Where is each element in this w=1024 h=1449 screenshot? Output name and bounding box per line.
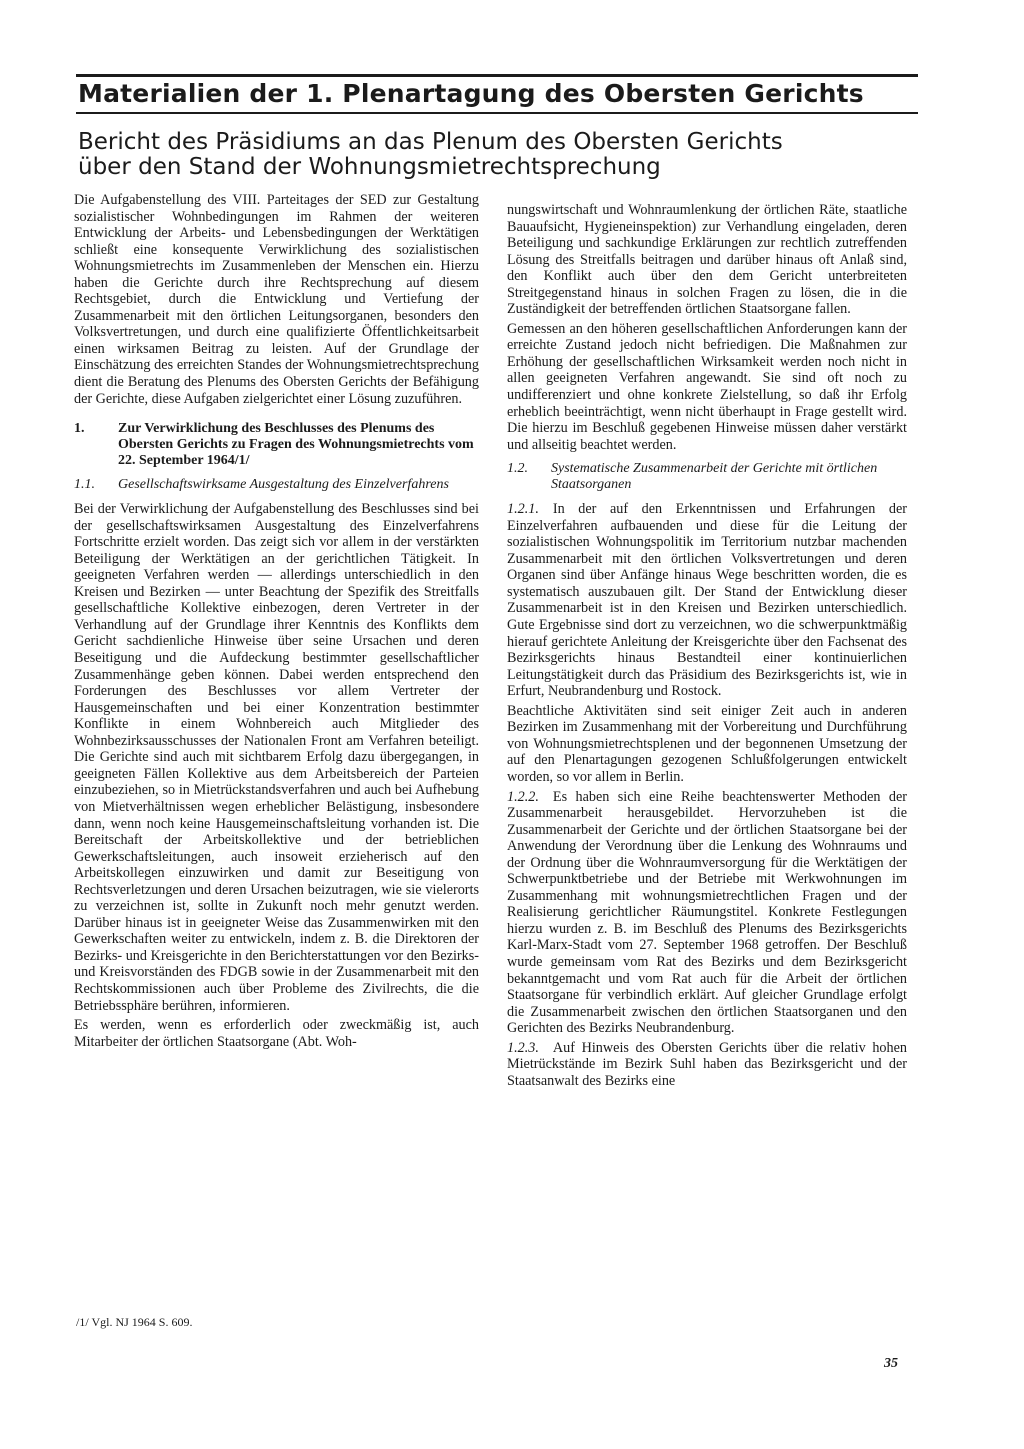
- paragraph-number: 1.2.1.: [507, 501, 539, 518]
- subheading-text: Systematische Zusammenarbeit der Gerichte mit örtlichen Staatsorganen: [551, 461, 878, 493]
- article-title: [78, 130, 878, 180]
- subheading-number: 1.2.: [507, 461, 528, 477]
- section-title: Materialien der 1. Plenartagung des Obersten Gerichts: [78, 79, 864, 108]
- subheading-text: Gesellschaftswirksame Ausgestaltung des Einzelverfahrens: [118, 477, 449, 493]
- body-paragraph: Bei der Verwirklichung der Aufgabenstellung des Beschlusses sind bei der gesellschaftswirksamen Ausgestaltung des Einzelverfahrens Fortschritte erzielt worden. Das zeigt sich vor allem in der verstärkten Beteiligung der Werktätigen an der gerichtlichen Tätigkeit. In geeigneten Verfahren werden — allerdings unterschiedlich in den Kreisen und Bezirken — unter Beachtung der Spezifik des Streitfalls gesellschaftliche Kollektive einbezogen, deren Vertreter in der Verhandlung auf der Grundlage ihrer Kenntnis des Konflikts dem Gericht sachdienliche Hinweise über seine Ursachen und deren Beseitigung und die Aufdeckung bestimmter gesellschaftlicher Zusammenhänge geben können. Dabei werden entsprechend den Forderungen des Beschlusses vor allem Vertreter der Hausgemeinschaften und bei einer Konzentration bestimmter Konflikte in einem Wohnbereich auch Mitglieder des Wohnbezirksausschusses der Nationalen Front am Verfahren beteiligt. Die Gerichte sind auch mit sichtbarem Erfolg dazu übergegangen, in geeigneten Fällen Kollektive aus dem Arbeitsbereich der Parteien einzubeziehen, so in Mietrückstandsverfahren und auch bei Aufhebung von Mietverhältnissen wegen erheblicher Belästigung, insbesondere dann, wenn noch keine Hausgemeinschaftsleitung vorhanden ist. Die Bereitschaft der Arbeitskollektive und der betrieblichen Gewerkschaftsleitungen, auch insoweit erzieherisch auf den Arbeitskollegen einzuwirken und damit zur Beseitigung von Rechtsverletzungen und deren Ursachen beizutragen, wie sie vielerorts zu verzeichnen ist, sollte in Zukunft noch mehr genutzt werden. Darüber hinaus ist in geeigneter Weise das Zusammenwirken mit den Gewerkschaften weiter zu entwickeln, indem z. B. die Direktoren der Bezirks- und Kreisgerichte in den Berichterstattungen vor den Bezirks- und Kreisvorständen des FDGB sowie in der Zusammenarbeit mit den Rechtskommissionen auch über Probleme des Zivilrechts, die die Betriebssphäre berühren, informieren.: [74, 501, 479, 1014]
- article-title-line-1: Bericht des Präsidiums an das Plenum des Obersten Gerichts: [78, 129, 783, 155]
- body-paragraph: Es werden, wenn es erforderlich oder zweckmäßig ist, auch Mitarbeiter der örtlichen Staatsorgane (Abt. Woh-: [74, 1017, 479, 1050]
- right-column: [507, 202, 907, 1092]
- body-paragraph: nungswirtschaft und Wohnraumlenkung der örtlichen Räte, staatliche Bauaufsicht, Hygieneinspektion) zur Verhandlung eingeladen, deren Beteiligung und sachkundige Erklärungen zur rechtlich zutreffenden Lösung des Streitfalls beitragen und darüber hinaus oft Anlaß sind, den Konflikt auch über den dem Gericht unterbreiteten Streitgegenstand hinaus in solchen Fragen zu lösen, die in die Zuständigkeit der betreffenden örtlichen Staatsorgane fallen.: [507, 202, 907, 318]
- paragraph-text: In der auf den Erkenntnissen und Erfahrungen der Einzelverfahren aufbauenden und diese für die Leitung der sozialistischen Wohnungspolitik im Territorium nutzbar machenden Zusammenarbeit mit den örtlichen Volksvertretungen und deren Organen sind über Anfänge hinaus Wege beschritten worden, die es systematisch auszubauen gilt. Der Stand der Entwicklung dieser Zusammenarbeit ist in den Kreisen und Bezirken unterschiedlich. Gute Ergebnisse sind dort zu verzeichnen, wo die schwerpunktmäßig hierauf gerichtete Anleitung der Kreisgerichte über den Fachsenat des Bezirksgerichts hinaus Bestandteil einer kontinuierlichen Leitungstätigkeit durch das Präsidium des Bezirksgerichts ist, wie in Erfurt, Neubrandenburg und Rostock.: [507, 501, 907, 700]
- subheading-number: 1.1.: [74, 477, 95, 493]
- numbered-paragraph-1-2-2: [507, 789, 907, 1037]
- paragraph-number: 1.2.3.: [507, 1039, 539, 1056]
- paragraph-text: Es haben sich eine Reihe beachtenswerter Methoden der Zusammenarbeit herausgebildet. Hervorzuheben ist die Zusammenarbeit der Gerichte und der örtlichen Staatsorgane bei der Anwendung der Verordnung über die Lenkung des Wohnraums und der Ordnung über die Wohnraumversorgung für die Werktätigen der Schwerpunktbetriebe und der Betriebe mit Werkwohnungen im Zusammenhang mit wohnungsmietrechtlichen Fragen und der Realisierung gerichtlicher Räumungstitel. Konkrete Festlegungen hierzu wurden z. B. im Beschluß des Plenums des Bezirksgerichts Karl-Marx-Stadt vom 27. September 1968 getroffen. Der Beschluß wurde gemeinsam vom Rat des Bezirks und dem Bezirksgericht bekanntgemacht und vom Rat auch für die Arbeit der örtlichen Staatsorgane für verbindlich erklärt. Auf gleicher Grundlage erfolgt die Zusammenarbeit zwischen den örtlichen Staatsorganen und den Gerichten des Bezirks Neubrandenburg.: [507, 788, 907, 1037]
- paragraph-number: 1.2.2.: [507, 788, 539, 805]
- article-title-line-2: über den Stand der Wohnungsmietrechtsprechung: [78, 154, 661, 180]
- left-column: [74, 192, 479, 1053]
- numbered-paragraph-1-2-1: [507, 501, 907, 700]
- footnote: /1/ Vgl. NJ 1964 S. 609.: [76, 1315, 193, 1329]
- numbered-paragraph-1-2-3: [507, 1040, 907, 1090]
- heading-section-1-1: [74, 477, 479, 493]
- header-rule-bottom: [76, 112, 918, 114]
- paragraph-text: Auf Hinweis des Obersten Gerichts über die relativ hohen Mietrückstände im Bezirk Suhl haben das Bezirksgericht und der Staatsanwalt des Bezirks eine: [507, 1039, 907, 1089]
- intro-paragraph: Die Aufgabenstellung des VIII. Parteitages der SED zur Gestaltung sozialistischer Wohnbedingungen im Rahmen der weiteren Entwicklung der Arbeits- und Lebensbedingungen der Werktätigen schließt eine konsequente Verwirklichung des sozialistischen Wohnungsmietrechts im Zusammenleben der Menschen ein. Hierzu haben die Gerichte durch ihre Rechtsprechung auf diesem Rechtsgebiet, durch die Entwicklung und Vertiefung der Zusammenarbeit mit den örtlichen Leitungsorganen, besonders den Volksvertretungen, und durch eine qualifizierte Öffentlichkeitsarbeit einen wirksamen Beitrag zu leisten. Auf der Grundlage der Einschätzung des erreichten Standes der Wohnungsmietrechtsprechung dient die Beratung des Plenums des Obersten Gerichts der Befähigung der Gerichte, diese Aufgaben zielgerichtet einer Lösung zuzuführen.: [74, 192, 479, 407]
- heading-section-1-2: [507, 461, 907, 493]
- page-number: 35: [884, 1356, 898, 1371]
- heading-text: Zur Verwirklichung des Beschlusses des Plenums des Obersten Gerichts zu Fragen des Wohnungsmietrechts vom 22. September 1964/1/: [118, 421, 474, 469]
- heading-number: 1.: [74, 421, 85, 437]
- body-paragraph: Beachtliche Aktivitäten sind seit einiger Zeit auch in anderen Bezirken im Zusammenhang mit der Vorbereitung und Durchführung von Wohnungsmietrechtsplenen und der begonnenen Umsetzung der auf den Plenartagungen gezogenen Schlußfolgerungen entwickelt worden, so vor allem in Berlin.: [507, 702, 907, 785]
- body-paragraph: Gemessen an den höheren gesellschaftlichen Anforderungen kann der erreichte Zustand jedoch nicht befriedigen. Die Maßnahmen zur Erhöhung der gesellschaftlichen Wirksamkeit werden noch nicht in allen geeigneten Verfahren angewandt. Sie sind oft noch zu undifferenziert und ohne konkrete Zielstellung, so daß ihr Erfolg erheblich beeinträchtigt, wenn nicht überhaupt in Frage gestellt wird. Die hierzu im Beschluß gegebenen Hinweise müssen daher verstärkt und allseitig beachtet werden.: [507, 320, 907, 453]
- heading-section-1: [74, 421, 479, 469]
